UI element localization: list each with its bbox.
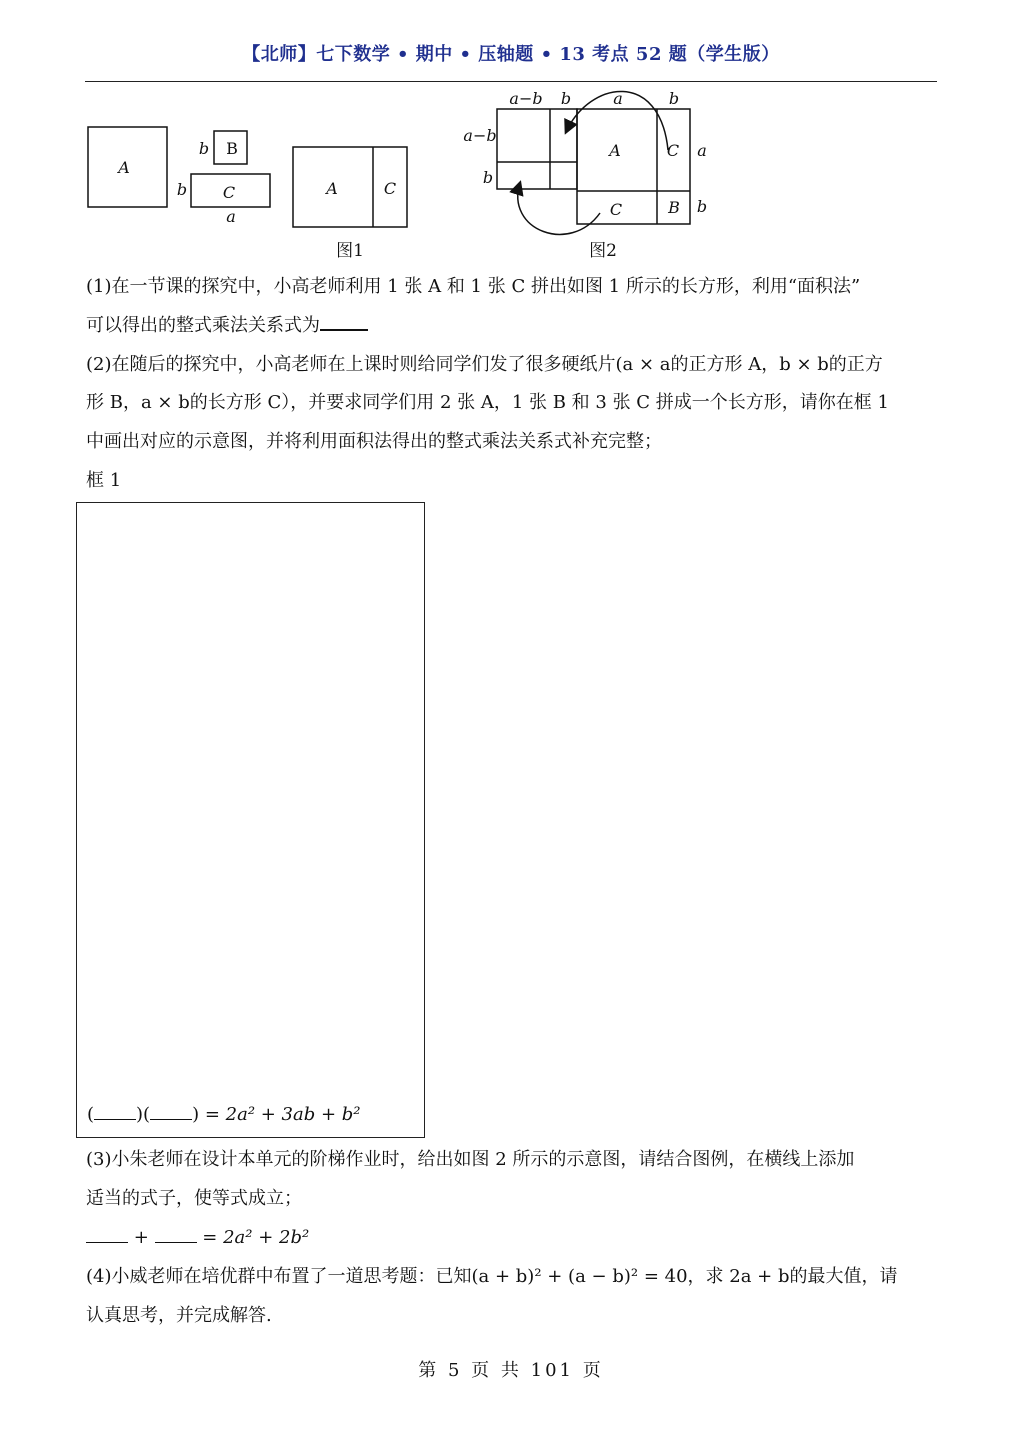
fig2-label-C-bottom: C: [609, 200, 623, 219]
fig1-side-a: a: [226, 207, 236, 226]
box-blank-2[interactable]: [150, 1105, 192, 1120]
fig1-side-b2: b: [176, 180, 188, 199]
fig1-label-B: B: [226, 139, 238, 158]
q3-line1: (3)小朱老师在设计本单元的阶梯作业时，给出如图 2 所示的示意图，请结合图例，在横线上添加: [86, 1149, 855, 1170]
fig1-rect-label-C: C: [383, 179, 397, 198]
fig2-top-b1: b: [560, 89, 572, 108]
fig1-side-b1: b: [198, 139, 210, 158]
q3-line2: 适当的式子，使等式成立；: [86, 1188, 302, 1209]
fig2-right-b: b: [696, 197, 708, 216]
q1-line2: [86, 307, 946, 345]
box-equation: ( )( ) = 2a² + 3ab + b²: [87, 1104, 361, 1125]
q3-blank-2[interactable]: [155, 1228, 197, 1243]
q1-answer-blank[interactable]: [320, 311, 368, 331]
q2-line3: 中画出对应的示意图，并将利用面积法得出的整式乘法关系式补充完整；: [86, 431, 662, 452]
fig2-top-a: a: [613, 89, 623, 108]
box-blank-1[interactable]: [94, 1105, 136, 1120]
q4-line2: 认真思考，并完成解答.: [86, 1305, 272, 1326]
fig2-label-A: A: [609, 141, 621, 160]
q3-equation-rhs: = 2a² + 2b²: [202, 1227, 310, 1248]
q3-equation: + = 2a² + 2b²: [86, 1219, 946, 1257]
q1-line2-text: 可以得出的整式乘法关系式为: [86, 315, 320, 336]
fig1-caption: 图1: [336, 241, 364, 261]
box-label: 框 1: [86, 470, 122, 491]
q1-line1: (1)在一节课的探究中，小高老师利用 1 张 A 和 1 张 C 拼出如图 1 所示的长方形，利用“面积法”: [86, 276, 861, 297]
fig2-left-a-minus-b: a−b: [463, 126, 497, 145]
fig2-label-C-right: C: [666, 141, 680, 160]
drawing-box-1[interactable]: [76, 502, 425, 1138]
fig2-label-B: B: [668, 198, 680, 217]
fig2-left-square: [497, 109, 577, 189]
q2-line1: (2)在随后的探究中，小高老师在上课时则给同学们发了很多硬纸片(a × a的正方形 A，b × b的正方: [86, 354, 883, 375]
q4-line1: (4)小威老师在培优群中布置了一道思考题：已知(a + b)² + (a − b)² = 40，求 2a + b的最大值，请: [86, 1266, 898, 1287]
figures: [0, 0, 1022, 270]
fig2-caption: 图2: [589, 241, 617, 261]
page-footer: 第 5 页 共 101 页: [418, 1360, 604, 1381]
page-header: 【北师】七下数学 • 期中 • 压轴题 • 13 考点 52 题（学生版）: [242, 44, 780, 65]
box-equation-rhs: = 2a² + 3ab + b²: [204, 1104, 361, 1125]
fig2-top-a-minus-b: a−b: [509, 89, 543, 108]
fig2-left-b: b: [482, 168, 494, 187]
fig1-label-A: A: [118, 158, 130, 177]
fig1-rect-label-A: A: [326, 179, 338, 198]
q3-blank-1[interactable]: [86, 1228, 128, 1243]
q2-line2: 形 B，a × b的长方形 C），并要求同学们用 2 张 A，1 张 B 和 3 张 C 拼成一个长方形，请你在框 1: [86, 392, 889, 413]
fig2-top-b2: b: [668, 89, 680, 108]
fig2-right-a: a: [697, 141, 707, 160]
fig1-label-C: C: [222, 183, 236, 202]
